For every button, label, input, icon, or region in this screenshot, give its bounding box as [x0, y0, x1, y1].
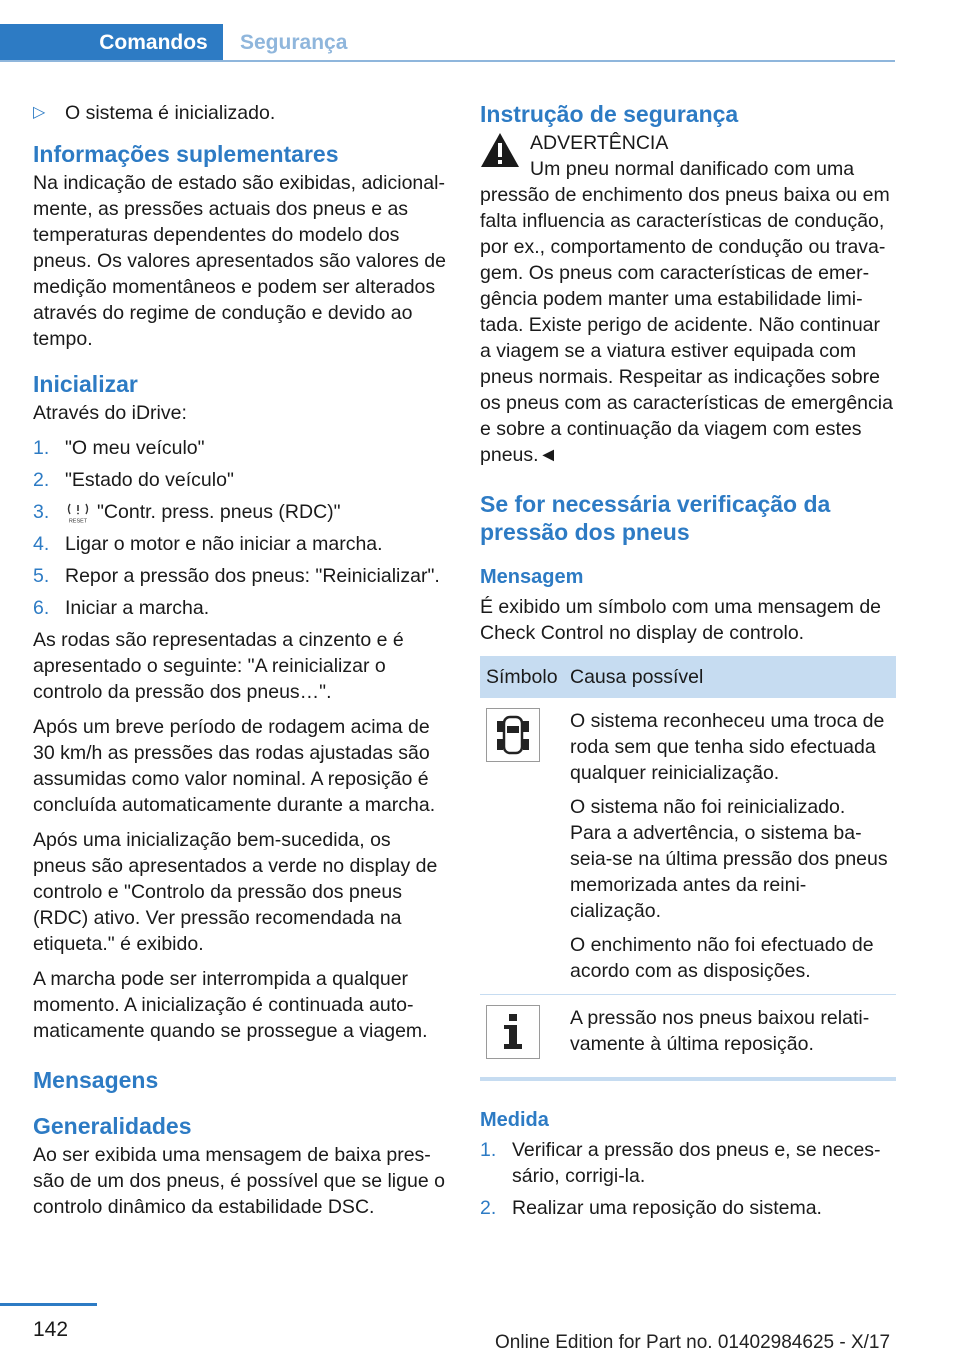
step-1: 1. "O meu veículo" [33, 437, 205, 459]
result-line [33, 100, 449, 126]
cause-4: A pressão nos pneus baixou relativamente à última reposição. [570, 1007, 870, 1055]
init-heading: Inicializar [33, 371, 138, 397]
result-text: O sistema é inicializado. [65, 102, 276, 124]
table-row [480, 995, 896, 1080]
right-column [480, 100, 896, 1227]
warning-title: ADVERTÊNCIA [530, 132, 669, 154]
info-heading: Informações suplementares [33, 141, 339, 167]
cause-1: O sistema reconheceu uma troca de roda sem que tenha sido efectuada qualquer reinicialização. [570, 710, 885, 784]
init-intro: Através do iDrive: [33, 402, 187, 424]
table-header-symbol: Símbolo [480, 656, 564, 698]
left-column [33, 100, 449, 1229]
message-text: É exibido um símbolo com uma mensagem de Check Control no display de controlo. [480, 596, 882, 644]
step-6: 6. Iniciar a marcha. [33, 597, 210, 619]
info-icon [486, 1005, 540, 1059]
table-header-cause: Causa possível [564, 656, 896, 698]
footer-line [0, 1303, 97, 1306]
page-number: 142 [33, 1318, 69, 1341]
cause-2: O sistema não foi reinicializado. Para a advertência, o sistema baseia-se na última pressão dos pneus memorizada antes da reinicialização. [570, 796, 888, 922]
paragraph-grey-wheels: As rodas são representadas a cinzento e é apresentado o seguinte: "A reinicializar o controlo da pressão dos pneus…". [33, 629, 404, 703]
measure-step-1: 1. Verificar a pressão dos pneus e, se necessário, corrigi-la. [480, 1139, 881, 1187]
header-bar [0, 0, 960, 62]
general-heading: Generalidades [33, 1113, 192, 1139]
symbol-table [480, 656, 896, 1081]
measure-step-2: 2. Realizar uma reposição do sistema. [480, 1197, 822, 1219]
info-text: Na indicação de estado são exibidas, adicionalmente, as pressões actuais dos pneus e as temperaturas dependentes do modelo dos pneus. Os valores apresentados são valores de medição momentâneos e podem ser alterados através do regime de condução e devido ao tempo. [33, 172, 446, 350]
paragraph-success: Após uma inicialização bem-sucedida, os pneus são apresentados a verde no display de controlo e "Controlo da pressão dos pneus (RDC) ativo. Ver pressão recomendada na etiqueta." é exibido. [33, 829, 438, 955]
warning-block [480, 130, 896, 468]
step-2: 2. "Estado do veículo" [33, 469, 234, 491]
message-subheading: Mensagem [480, 566, 584, 588]
header-divider [0, 60, 895, 62]
tab-comandos[interactable]: Comandos [0, 24, 223, 62]
cause-3: O enchimento não foi efectuado de acordo com as disposições. [570, 934, 874, 982]
measure-heading: Medida [480, 1109, 549, 1131]
warning-text: Um pneu normal danificado com uma pressão de enchimento dos pneus baixa ou em falta influencia as características de condução, por ex., comportamento de condução ou travagem. Os pneus com características de emergência podem manter uma estabilidade limitada. Existe perigo de acidente. Não continuar a viagem se a viatura estiver equipada com pneus normais. Respeitar as indicações sobre os pneus com as características de emergência e sobre a continuação da viagem com estes pneus.◄ [480, 158, 893, 466]
edition-note: Online Edition for Part no. 01402984625 - X/17 [495, 1332, 891, 1353]
step-4: 4. Ligar o motor e não iniciar a marcha. [33, 533, 383, 555]
svg-text:RESET: RESET [68, 518, 88, 524]
table-header-row [480, 656, 896, 698]
paragraph-interrupt: A marcha pode ser interrompida a qualquer momento. A inicialização é continuada automaticamente quando se prossegue a viagem. [33, 968, 428, 1042]
warning-triangle-icon [480, 132, 520, 168]
check-heading: Se for necessária verificação da pressão dos pneus [480, 491, 831, 545]
step-3: 3. RESET "Contr. press. pneus (RDC)" [33, 501, 341, 524]
triangle-bullet-icon: ▷ [33, 104, 46, 121]
messages-heading: Mensagens [33, 1067, 159, 1093]
tire-reset-icon [65, 502, 91, 524]
safety-heading: Instrução de segurança [480, 101, 739, 127]
tire-pressure-warning-icon [486, 708, 540, 762]
general-text: Ao ser exibida uma mensagem de baixa pressão de um dos pneus, é possível que se ligue o controlo dinâmico da estabilidade DSC. [33, 1144, 445, 1218]
paragraph-nominal: Após um breve período de rodagem acima de 30 km/h as pressões das rodas ajustadas são assumidas como valor nominal. A reposição é concluída automaticamente durante a marcha. [33, 716, 436, 816]
table-row [480, 698, 896, 995]
tab-seguranca[interactable]: Segurança [240, 31, 348, 54]
step-5: 5. Repor a pressão dos pneus: "Reinicializar". [33, 565, 440, 587]
